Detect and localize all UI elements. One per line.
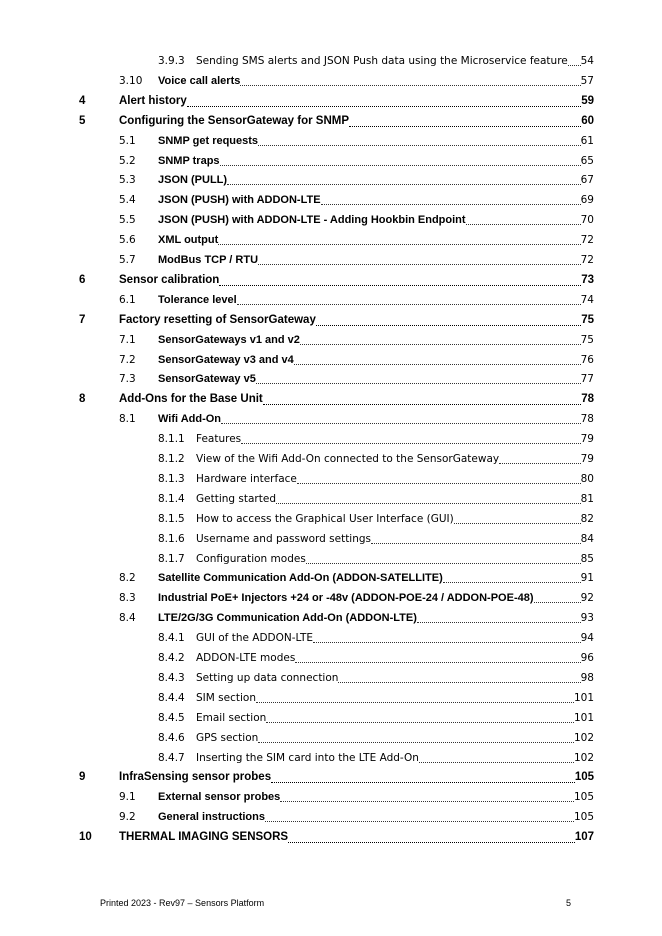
toc-entry-number: 5.3 xyxy=(119,174,136,187)
toc-dot-leader xyxy=(454,523,581,524)
toc-dot-leader xyxy=(443,582,581,583)
toc-entry-number: 8.2 xyxy=(119,572,136,585)
toc-entry-title[interactable]: JSON (PULL) xyxy=(158,174,228,187)
toc-entry-line xyxy=(196,509,594,529)
toc-entry[interactable] xyxy=(0,330,662,350)
toc-entry-line xyxy=(158,290,594,310)
toc-dot-leader xyxy=(218,244,580,245)
toc-entry-number: 5.2 xyxy=(119,154,136,167)
toc-entry-line xyxy=(158,608,594,628)
toc-entry-page[interactable]: 98 xyxy=(580,671,594,684)
toc-dot-leader xyxy=(263,404,581,405)
toc-dot-leader xyxy=(256,383,581,384)
toc-entry-page[interactable]: 92 xyxy=(580,592,594,605)
toc-entry-number: 5.4 xyxy=(119,194,136,207)
toc-entry-page[interactable]: 54 xyxy=(580,55,594,67)
toc-entry-number: 8.4.3 xyxy=(158,671,185,684)
toc-entry-title[interactable]: ADDON-LTE modes xyxy=(196,652,296,664)
toc-entry-title[interactable]: SensorGateway v5 xyxy=(158,373,256,386)
toc-entry[interactable] xyxy=(0,389,662,409)
toc-entry-number: 8 xyxy=(79,393,86,406)
toc-entry-title[interactable]: Configuring the SensorGateway for SNMP xyxy=(119,114,350,127)
toc-entry-title[interactable]: Tolerance level xyxy=(158,293,237,306)
toc-entry-line xyxy=(158,210,594,230)
toc-entry-title[interactable]: Username and password settings xyxy=(196,532,372,545)
toc-entry-number: 4 xyxy=(79,94,86,107)
toc-dot-leader xyxy=(265,821,574,822)
toc-entry-title[interactable]: ModBus TCP / RTU xyxy=(158,254,259,266)
toc-entry[interactable] xyxy=(0,489,662,509)
toc-entry-line xyxy=(158,190,594,210)
toc-entry-number: 8.1.2 xyxy=(158,453,185,465)
toc-entry-number: 8.1.3 xyxy=(158,472,185,485)
toc-entry-number: 10 xyxy=(79,831,92,844)
toc-dot-leader xyxy=(306,563,581,564)
toc-entry-title[interactable]: InfraSensing sensor probes xyxy=(119,771,272,784)
toc-entry-number: 8.1.1 xyxy=(158,433,185,446)
toc-entry[interactable] xyxy=(0,310,662,330)
toc-entry-title[interactable]: XML output xyxy=(158,234,219,247)
toc-entry[interactable] xyxy=(0,190,662,210)
toc-entry-title[interactable]: Industrial PoE+ Injectors +24 or -48v (ADDON-POE-24 / ADDON-POE-48) xyxy=(158,592,534,605)
toc-entry-line xyxy=(158,588,594,608)
toc-dot-leader xyxy=(258,742,574,743)
toc-entry[interactable] xyxy=(0,350,662,370)
toc-dot-leader xyxy=(499,463,581,464)
toc-dot-leader xyxy=(220,165,581,166)
toc-entry-line xyxy=(158,409,594,429)
toc-entry-page[interactable]: 69 xyxy=(580,194,594,207)
toc-dot-leader xyxy=(534,602,581,603)
toc-dot-leader xyxy=(237,304,581,305)
toc-entry-line xyxy=(196,648,594,668)
toc-entry-title[interactable]: General instructions xyxy=(158,811,265,824)
toc-entry-title[interactable]: Configuration modes xyxy=(196,552,306,565)
toc-entry-line xyxy=(196,748,594,768)
toc-entry[interactable] xyxy=(0,369,662,389)
toc-entry-title[interactable]: Add-Ons for the Base Unit xyxy=(119,393,263,406)
toc-entry-title[interactable]: Setting up data connection xyxy=(196,671,339,684)
toc-entry-line xyxy=(196,688,594,708)
toc-dot-leader xyxy=(288,842,575,843)
toc-entry-title[interactable]: Email section xyxy=(196,711,267,724)
toc-entry-number: 8.4.6 xyxy=(158,731,185,744)
toc-entry-title[interactable]: JSON (PUSH) with ADDON-LTE xyxy=(158,194,321,207)
toc-entry-page[interactable]: 85 xyxy=(580,552,594,565)
toc-entry-title[interactable]: GPS section xyxy=(196,731,259,744)
toc-entry-page[interactable]: 102 xyxy=(573,731,594,744)
toc-dot-leader xyxy=(295,662,580,663)
toc-entry[interactable] xyxy=(0,688,662,708)
toc-entry[interactable] xyxy=(0,748,662,768)
toc-entry-line xyxy=(158,250,594,270)
toc-entry-page[interactable]: 74 xyxy=(580,293,594,306)
toc-dot-leader xyxy=(221,423,581,424)
toc-entry-number: 7.2 xyxy=(119,353,136,366)
toc-entry-line xyxy=(196,429,594,449)
toc-entry-title[interactable]: Inserting the SIM card into the LTE Add-On xyxy=(196,751,419,764)
toc-entry-number: 5 xyxy=(79,114,86,127)
toc-entry-title[interactable]: Sending SMS alerts and JSON Push data using the Microservice feature xyxy=(196,55,568,67)
toc-entry[interactable] xyxy=(0,449,662,469)
toc-entry-page[interactable]: 84 xyxy=(580,532,594,545)
toc-entry[interactable] xyxy=(0,409,662,429)
toc-entry-line xyxy=(196,628,594,648)
toc-entry-line xyxy=(158,151,594,171)
toc-entry-page[interactable]: 82 xyxy=(580,512,594,525)
toc-entry-line xyxy=(158,350,594,370)
toc-dot-leader xyxy=(271,782,575,783)
toc-entry[interactable] xyxy=(0,807,662,827)
toc-entry[interactable] xyxy=(0,708,662,728)
toc-entry[interactable] xyxy=(0,290,662,310)
toc-entry-title[interactable]: SensorGateway v3 and v4 xyxy=(158,353,294,366)
toc-entry-page[interactable]: 91 xyxy=(580,572,594,585)
toc-dot-leader xyxy=(280,801,574,802)
toc-dot-leader xyxy=(371,543,581,544)
toc-entry-title[interactable]: Alert history xyxy=(119,94,187,107)
toc-entry-title[interactable]: THERMAL IMAGING SENSORS xyxy=(119,831,289,844)
toc-entry[interactable] xyxy=(0,429,662,449)
toc-dot-leader xyxy=(276,503,581,504)
toc-entry[interactable] xyxy=(0,588,662,608)
toc-dot-leader xyxy=(313,642,581,643)
toc-entry-number: 8.1.5 xyxy=(158,512,185,525)
toc-entry-line xyxy=(158,170,594,190)
toc-entry-number: 9 xyxy=(79,771,86,784)
toc-entry[interactable] xyxy=(0,230,662,250)
toc-entry-line xyxy=(158,131,594,151)
toc-entry-page[interactable]: 78 xyxy=(580,413,594,426)
toc-dot-leader xyxy=(256,702,574,703)
toc-entry-title[interactable]: Features xyxy=(196,433,242,446)
toc-entry-number: 8.3 xyxy=(119,592,136,605)
toc-entry[interactable] xyxy=(0,648,662,668)
toc-entry[interactable] xyxy=(0,151,662,171)
toc-entry[interactable] xyxy=(0,628,662,648)
toc-entry-number: 6.1 xyxy=(119,293,136,306)
toc-entry-line xyxy=(158,71,594,91)
toc-dot-leader xyxy=(187,106,581,107)
toc-entry[interactable] xyxy=(0,608,662,628)
toc-entry-title[interactable]: SNMP traps xyxy=(158,154,220,167)
toc-entry-number: 3.10 xyxy=(119,74,143,87)
toc-entry-line xyxy=(158,369,594,389)
toc-entry-page[interactable]: 77 xyxy=(580,373,594,386)
toc-entry-number: 8.4.4 xyxy=(158,691,185,704)
toc-entry-number: 8.4.1 xyxy=(158,632,185,645)
toc-entry-line xyxy=(196,489,594,509)
toc-entry-title[interactable]: Getting started xyxy=(196,492,276,505)
toc-entry-page[interactable]: 72 xyxy=(580,234,594,247)
toc-entry-number: 5.5 xyxy=(119,214,136,227)
toc-entry-number: 8.1.6 xyxy=(158,532,185,545)
toc-entry-page[interactable]: 96 xyxy=(580,652,594,664)
toc-entry-page[interactable]: 94 xyxy=(580,632,594,645)
toc-dot-leader xyxy=(266,722,574,723)
toc-entry-page[interactable]: 75 xyxy=(581,313,594,326)
footer-print-info: Printed 2023 - Rev97 – Sensors Platform xyxy=(100,898,265,908)
toc-dot-leader xyxy=(466,224,581,225)
toc-dot-leader xyxy=(258,145,581,146)
toc-entry-number: 8.1 xyxy=(119,413,136,426)
toc-entry-line xyxy=(196,469,594,489)
toc-entry-line xyxy=(119,389,594,409)
toc-entry-line xyxy=(196,708,594,728)
toc-entry[interactable] xyxy=(0,131,662,151)
toc-entry-page[interactable]: 102 xyxy=(573,751,594,764)
toc-entry-line xyxy=(119,91,594,111)
toc-entry-line xyxy=(119,111,594,131)
toc-entry-page[interactable]: 61 xyxy=(580,134,594,147)
toc-entry-number: 8.1.7 xyxy=(158,552,185,565)
toc-entry-line xyxy=(196,728,594,748)
toc-entry-number: 5.1 xyxy=(119,134,136,147)
toc-dot-leader xyxy=(338,682,580,683)
toc-entry-line xyxy=(196,529,594,549)
toc-dot-leader xyxy=(294,364,581,365)
toc-entry-title[interactable]: SNMP get requests xyxy=(158,134,259,147)
toc-dot-leader xyxy=(321,204,581,205)
toc-entry-line xyxy=(119,767,594,787)
toc-entry-line xyxy=(158,330,594,350)
toc-entry-title[interactable]: External sensor probes xyxy=(158,791,281,804)
toc-entry-line xyxy=(119,270,594,290)
toc-dot-leader xyxy=(417,622,581,623)
toc-entry-line xyxy=(158,568,594,588)
toc-entry-title[interactable]: SensorGateways v1 and v2 xyxy=(158,333,300,346)
toc-entry-number: 8.4.2 xyxy=(158,652,185,664)
toc-entry-line xyxy=(158,787,594,807)
toc-entry-page[interactable]: 59 xyxy=(581,94,594,107)
toc-entry-title[interactable]: SIM section xyxy=(196,691,256,704)
toc-entry[interactable] xyxy=(0,270,662,290)
toc-entry-page[interactable]: 75 xyxy=(580,333,594,346)
toc-entry[interactable] xyxy=(0,767,662,787)
toc-entry[interactable] xyxy=(0,509,662,529)
toc-entry[interactable] xyxy=(0,170,662,190)
toc-entry-page[interactable]: 72 xyxy=(580,254,594,266)
toc-entry-page[interactable]: 79 xyxy=(580,453,594,465)
toc-entry[interactable] xyxy=(0,549,662,569)
toc-entry[interactable] xyxy=(0,51,662,71)
toc-entry-page[interactable]: 105 xyxy=(573,811,594,824)
toc-entry-title[interactable]: Hardware interface xyxy=(196,472,297,485)
toc-dot-leader xyxy=(297,483,581,484)
toc-entry[interactable] xyxy=(0,668,662,688)
toc-entry-number: 7.1 xyxy=(119,333,136,346)
toc-entry-page[interactable]: 81 xyxy=(580,492,594,505)
toc-entry-page[interactable]: 79 xyxy=(580,433,594,446)
toc-entry-line xyxy=(158,230,594,250)
toc-entry-title[interactable]: Wifi Add-On xyxy=(158,413,222,426)
toc-entry-number: 8.4 xyxy=(119,612,136,625)
toc-entry-number: 6 xyxy=(79,273,86,286)
toc-dot-leader xyxy=(300,344,581,345)
toc-entry-line xyxy=(196,668,594,688)
toc-entry-page[interactable]: 101 xyxy=(573,711,594,724)
toc-entry-line xyxy=(119,827,594,847)
toc-entry-title[interactable]: Factory resetting of SensorGateway xyxy=(119,313,316,326)
toc-entry[interactable] xyxy=(0,787,662,807)
toc-entry-page[interactable]: 105 xyxy=(573,791,594,804)
toc-entry[interactable] xyxy=(0,71,662,91)
toc-entry-page[interactable]: 80 xyxy=(580,472,594,485)
toc-dot-leader xyxy=(258,264,581,265)
toc-entry[interactable] xyxy=(0,469,662,489)
toc-dot-leader xyxy=(349,126,581,127)
toc-entry[interactable] xyxy=(0,728,662,748)
toc-dot-leader xyxy=(316,325,581,326)
toc-entry-number: 3.9.3 xyxy=(158,55,185,67)
toc-entry-title[interactable]: Satellite Communication Add-On (ADDON-SATELLITE) xyxy=(158,572,443,585)
toc-entry-number: 8.4.7 xyxy=(158,751,185,764)
toc-entry-title[interactable]: How to access the Graphical User Interface (GUI) xyxy=(196,512,454,525)
toc-entry-page[interactable]: 105 xyxy=(574,771,594,784)
footer-page-number: 5 xyxy=(565,898,571,908)
toc-entry-title[interactable]: LTE/2G/3G Communication Add-On (ADDON-LTE) xyxy=(158,612,417,625)
toc-entry[interactable] xyxy=(0,91,662,111)
toc-entry-number: 9.2 xyxy=(119,811,136,824)
toc-dot-leader xyxy=(240,85,580,86)
toc-dot-leader xyxy=(219,285,581,286)
toc-entry-number: 9.1 xyxy=(119,791,136,804)
toc-entry[interactable] xyxy=(0,827,662,847)
toc-entry-line xyxy=(196,51,594,71)
toc-entry-page[interactable]: 67 xyxy=(580,174,594,187)
toc-entry-title[interactable]: JSON (PUSH) with ADDON-LTE - Adding Hookbin Endpoint xyxy=(158,214,466,227)
toc-entry-page[interactable]: 93 xyxy=(580,612,594,625)
toc-entry-number: 5.7 xyxy=(119,254,136,266)
toc-dot-leader xyxy=(227,184,581,185)
toc-entry-line xyxy=(158,807,594,827)
toc-entry-line xyxy=(119,310,594,330)
toc-entry-number: 7.3 xyxy=(119,373,136,386)
toc-entry-page[interactable]: 101 xyxy=(573,691,594,704)
toc-entry-title[interactable]: GUI of the ADDON-LTE xyxy=(196,632,313,645)
toc-entry[interactable] xyxy=(0,529,662,549)
toc-entry-page[interactable]: 65 xyxy=(580,154,594,167)
toc-entry-title[interactable]: Voice call alerts xyxy=(158,74,241,87)
toc-entry[interactable] xyxy=(0,250,662,270)
toc-entry-title[interactable]: Sensor calibration xyxy=(119,273,220,286)
toc-entry-number: 7 xyxy=(79,313,86,326)
toc-entry-number: 5.6 xyxy=(119,234,136,247)
toc-entry-page[interactable]: 76 xyxy=(580,353,594,366)
toc-entry[interactable] xyxy=(0,210,662,230)
toc-entry[interactable] xyxy=(0,568,662,588)
toc-entry-line xyxy=(196,549,594,569)
toc-dot-leader xyxy=(568,65,581,66)
toc-entry-line xyxy=(196,449,594,469)
toc-entry-page[interactable]: 57 xyxy=(580,74,594,87)
toc-entry-number: 8.4.5 xyxy=(158,711,185,724)
toc-dot-leader xyxy=(241,443,580,444)
toc-dot-leader xyxy=(419,762,574,763)
toc-entry-page[interactable]: 73 xyxy=(581,273,594,286)
toc-entry-page[interactable]: 70 xyxy=(580,214,594,227)
toc-entry-page[interactable]: 60 xyxy=(581,114,594,127)
toc-entry-title[interactable]: View of the Wifi Add-On connected to the SensorGateway xyxy=(196,453,500,465)
toc-entry-page[interactable]: 78 xyxy=(581,393,594,406)
toc-entry[interactable] xyxy=(0,111,662,131)
toc-entry-number: 8.1.4 xyxy=(158,492,185,505)
toc-entry-page[interactable]: 107 xyxy=(574,831,594,844)
